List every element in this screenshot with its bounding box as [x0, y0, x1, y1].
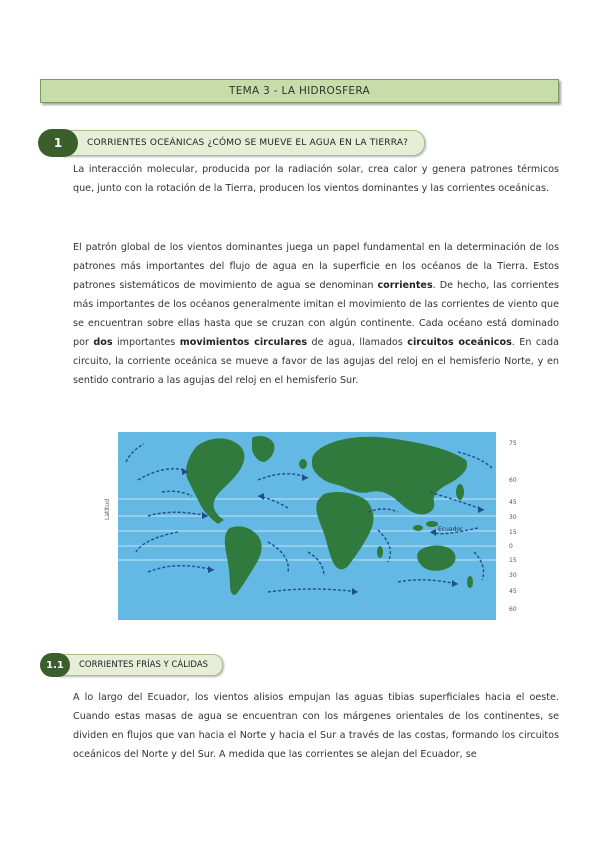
keyword-circuitos-oceanicos: circuitos oceánicos	[407, 337, 512, 348]
north-america	[186, 438, 244, 524]
section-1-paragraph-2: El patrón global de los vientos dominantes juega un papel fundamental en la determinación de los patrones más importantes del flujo de agua en la superficie en los océanos de la Tierra. Estos patrones sistemáticos de movimiento de agua se denominan corrientes. De hecho, las corrientes más importantes de los océanos generalmente imitan el movimiento de las corrientes de viento que se encuentran sobre ellas hasta que se cruzan con algún continente. Cada océano está dominado por dos importantes movimientos circulares de agua, llamados circuitos oceánicos. En cada circuito, la corriente oceánica se mueve a favor de las agujas del reloj en el hemisferio Norte, y en sentido contrario a las agujas del reloj en el hemisferio Sur.	[73, 242, 560, 386]
equator-label: Ecuador	[438, 526, 463, 533]
keyword-movimientos-circulares: movimientos circulares	[179, 337, 308, 348]
latitude-label-right: 0	[509, 543, 513, 550]
latitude-label-right: 30	[509, 572, 517, 579]
latitude-label-right: 30	[509, 514, 517, 521]
keyword-dos: dos	[93, 337, 113, 348]
page-title-banner	[40, 79, 559, 103]
africa	[316, 492, 373, 569]
keyword-corrientes: corrientes	[377, 280, 433, 291]
section-1-1-heading: CORRIENTES FRÍAS Y CÁLIDAS	[58, 654, 223, 676]
greenland	[252, 436, 274, 462]
section-1-1-number-badge: 1.1	[40, 653, 70, 677]
section-1-heading: CORRIENTES OCEÁNICAS ¿CÓMO SE MUEVE EL AGUA EN LA TIERRA?	[62, 130, 425, 156]
ocean-currents-map-svg	[118, 432, 496, 620]
section-1-paragraph-1: La interacción molecular, producida por la radiación solar, crea calor y genera patrones térmicos que, junto con la rotación de la Tierra, producen los vientos dominantes y las corrientes oceánicas.	[73, 164, 559, 194]
latitude-label-right: 15	[509, 557, 517, 564]
latitude-label-right: 15	[509, 529, 517, 536]
south-america	[225, 526, 262, 594]
ocean-currents-map	[118, 432, 496, 620]
page-title: TEMA 3 - LA HIDROSFERA	[228, 85, 370, 97]
section-1-header	[38, 128, 425, 158]
latitude-label-right: 45	[509, 588, 517, 595]
latitude-label-right: 60	[509, 477, 517, 484]
section-1-1-header	[40, 652, 223, 678]
continents	[186, 436, 473, 595]
latitude-label-right: 45	[509, 499, 517, 506]
section-1-number-badge: 1	[38, 129, 78, 157]
map-axis-label: Latitud	[104, 498, 111, 520]
latitude-label-right: 75	[509, 440, 517, 447]
australia	[417, 546, 455, 571]
latitude-label-right: 60	[509, 606, 517, 613]
section-1-1-paragraph-1: A lo largo del Ecuador, los vientos alisios empujan las aguas tibias superficiales hacia el oeste. Cuando estas masas de agua se encuentran con los márgenes orientales de los continentes, se dividen en flujos que van hacia el Norte y hacia el Sur a través de las costas, formando los circuitos oceánicos del Norte y del Sur. A medida que las corrientes se alejan del Ecuador, se	[73, 692, 559, 760]
